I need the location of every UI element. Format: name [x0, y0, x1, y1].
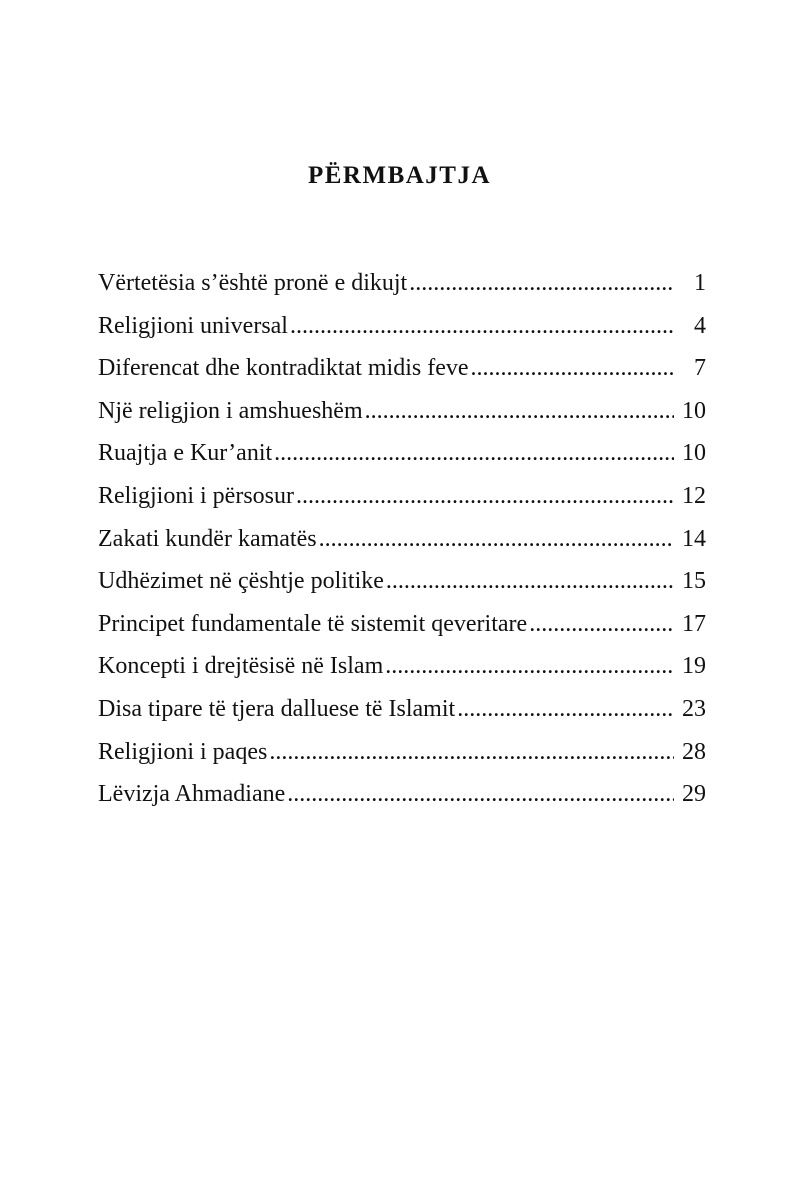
toc-entry-title: Principet fundamentale të sistemit qeveritare [98, 610, 528, 637]
toc-leader-dots [287, 773, 674, 816]
toc-leader-dots [409, 262, 674, 305]
toc-entry-title: Diferencat dhe kontradiktat midis feve [98, 355, 469, 382]
toc-leader-dots [290, 305, 674, 348]
toc-entry [98, 645, 706, 688]
toc-entry-title: Disa tipare të tjera dalluese të Islamit [98, 695, 456, 722]
toc-entry-title: Udhëzimet në çështje politike [98, 568, 384, 595]
toc-page-number: 14 [682, 525, 706, 552]
toc-leader-dots [365, 390, 674, 433]
toc-leader-dots [296, 475, 674, 518]
toc-entry-title: Zakati kundër kamatës [98, 525, 317, 552]
toc-page-number: 10 [682, 440, 706, 467]
toc-page-number: 1 [694, 270, 706, 296]
toc-leader-dots [529, 603, 674, 646]
toc-page-number: 15 [682, 568, 706, 595]
toc-entry [98, 305, 706, 348]
toc-leader-dots [457, 688, 674, 731]
toc-entry [98, 603, 706, 646]
toc-entry [98, 347, 706, 390]
toc-page-number: 17 [682, 610, 706, 637]
toc-entry-title: Religjioni i paqes [98, 738, 268, 765]
table-of-contents [98, 262, 706, 816]
toc-page-number: 28 [682, 738, 706, 765]
toc-entry-title: Lëvizja Ahmadiane [98, 781, 286, 808]
toc-leader-dots [385, 645, 674, 688]
toc-entry [98, 475, 706, 518]
toc-entry [98, 262, 706, 305]
toc-leader-dots [386, 560, 674, 603]
toc-entry-title: Religjioni universal [98, 312, 288, 339]
toc-entry [98, 432, 706, 475]
toc-entry [98, 688, 706, 731]
toc-entry [98, 390, 706, 433]
toc-entry [98, 773, 706, 816]
toc-entry-title: Religjioni i përsosur [98, 482, 294, 509]
toc-page-number: 12 [682, 482, 706, 509]
toc-page-number: 10 [682, 397, 706, 424]
toc-page-number: 4 [694, 312, 706, 339]
toc-leader-dots [274, 432, 674, 475]
toc-page-number: 29 [682, 781, 706, 808]
toc-entry-title: Koncepti i drejtësisë në Islam [98, 653, 384, 680]
toc-page-number: 7 [694, 355, 706, 382]
toc-entry-title: Ruajtja e Kur’anit [98, 440, 273, 467]
toc-leader-dots [471, 347, 674, 390]
toc-entry [98, 731, 706, 774]
toc-leader-dots [319, 518, 674, 561]
toc-page-number: 23 [682, 695, 706, 722]
toc-entry [98, 560, 706, 603]
toc-page-number: 19 [682, 653, 706, 680]
toc-entry [98, 518, 706, 561]
page-title: PËRMBAJTJA [307, 162, 492, 189]
toc-entry-title: Një religjion i amshueshëm [98, 397, 363, 424]
toc-entry-title: Vërtetësia s’është pronë e dikujt [98, 270, 408, 296]
toc-leader-dots [269, 731, 674, 774]
